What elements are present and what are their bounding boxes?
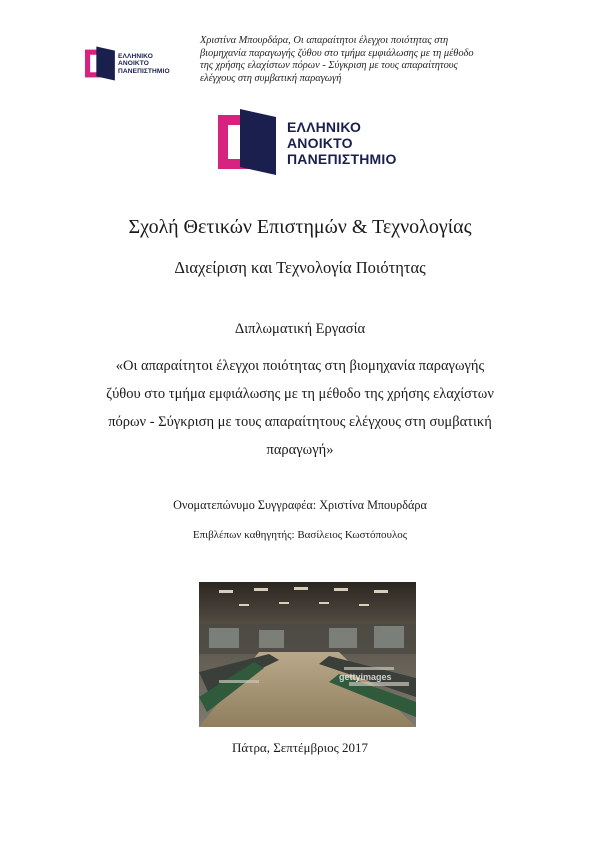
supervisor-line: Επιβλέπων καθηγητής: Βασίλειος Κωστόπουλος — [192, 529, 408, 541]
document-type: Διπλωματική Εργασία — [234, 321, 366, 337]
thesis-title — [85, 352, 515, 464]
university-logo-mark-icon — [85, 44, 119, 82]
title-line-4: παραγωγή» — [266, 442, 334, 458]
department-name: Διαχείριση και Τεχνολογία Ποιότητας — [174, 258, 426, 277]
university-logo-large — [218, 105, 408, 177]
logo-small-line-1: ΕΛΛΗΝΙΚΟ — [118, 53, 153, 60]
logo-large-line-2: ΑΝΟΙΚΤΟ — [287, 135, 353, 151]
author-line: Ονοματεπώνυμο Συγγραφέα: Χριστίνα Μπουρδάρα — [173, 498, 427, 512]
header-line-3: της χρήσης ελαχίστων πόρων - Σύγκριση με τους απαραίτητους — [200, 60, 458, 72]
running-header — [200, 35, 530, 85]
school-name: Σχολή Θετικών Επιστημών & Τεχνολογίας — [128, 216, 472, 238]
university-logo-mark-large-icon — [218, 105, 284, 177]
logo-large-line-3: ΠΑΝΕΠΙΣΤΗΜΙΟ — [287, 151, 397, 167]
place-date: Πάτρα, Σεπτέμβριος 2017 — [232, 740, 368, 755]
logo-small-line-3: ΠΑΝΕΠΙΣΤΗΜΙΟ — [118, 67, 170, 75]
title-line-2: ζύθου στο τμήμα εμφιάλωσης με τη μέθοδο της χρήσης ελαχίστων — [106, 386, 494, 402]
logo-large-line-1: ΕΛΛΗΝΙΚΟ — [287, 119, 362, 135]
header-line-4: ελέγχους στη συμβατική παραγωγή — [200, 72, 342, 84]
university-logo-small — [85, 44, 185, 82]
logo-small-line-2: ΑΝΟΙΚΤΟ — [118, 60, 149, 68]
title-line-3: πόρων - Σύγκριση με τους απαραίτητους ελέγχους στη συμβατική — [108, 414, 492, 430]
header-line-2: βιομηχανία παραγωγής ζύθου στο τμήμα εμφιάλωσης με τη μέθοδο — [200, 47, 474, 59]
header-line-1: Χριστίνα Μπουρδάρα, Οι απαραίτητοι έλεγχοι ποιότητας στη — [200, 35, 449, 46]
photo-watermark: gettyimages — [339, 672, 392, 682]
bottling-plant-photo — [199, 582, 416, 727]
title-line-1: «Οι απαραίτητοι έλεγχοι ποιότητας στη βιομηχανία παραγωγής — [115, 358, 485, 374]
